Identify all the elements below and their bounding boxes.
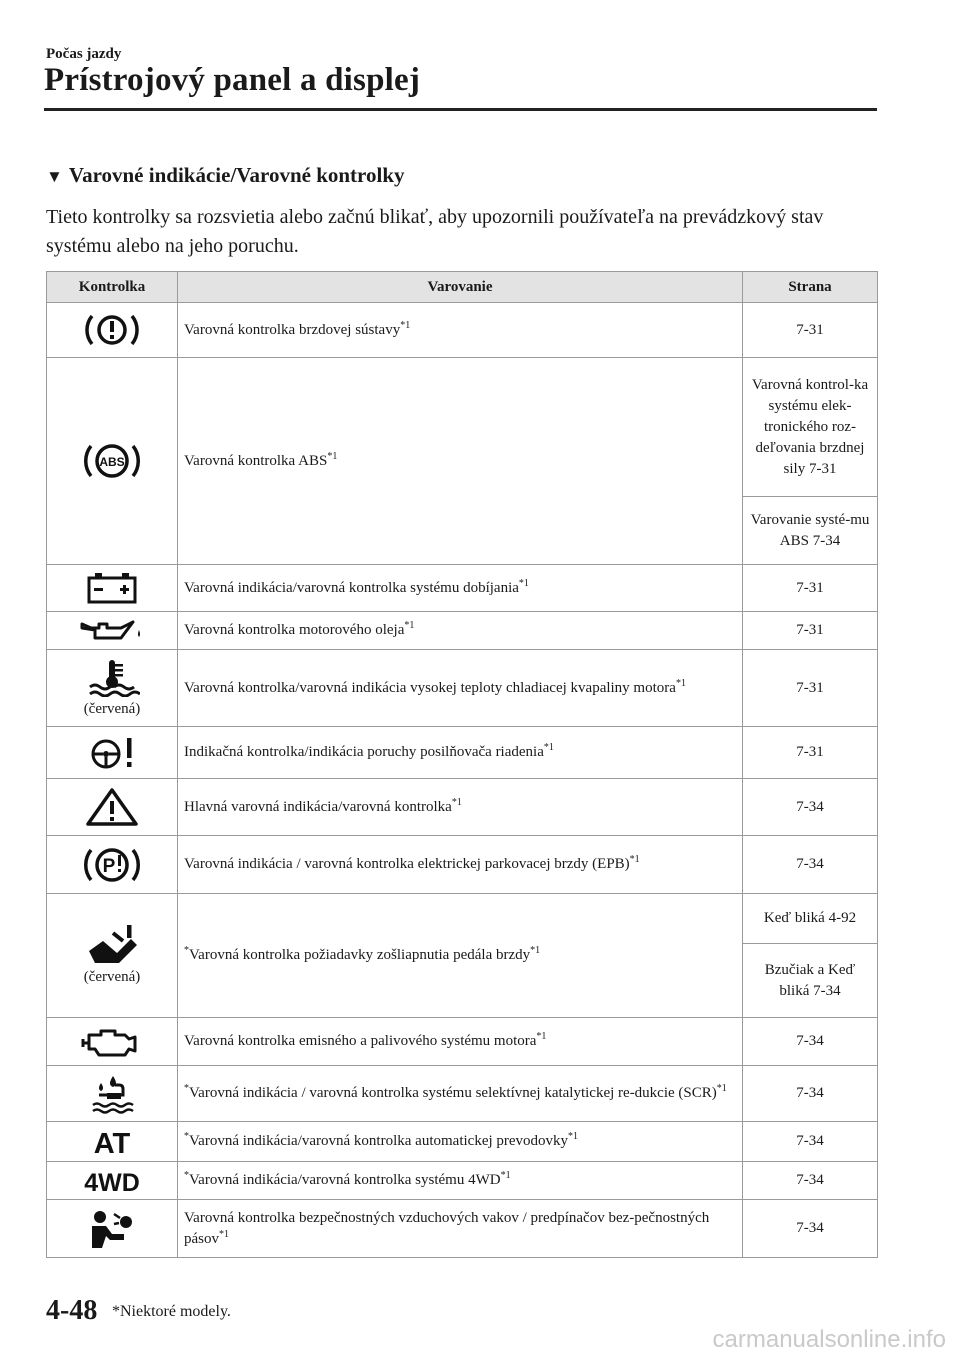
table-header-row	[47, 272, 878, 303]
triangle-bullet-icon: ▼	[46, 167, 63, 186]
warning-text: Varovná kontrolka emisného a palivového systému motora$^{*1}$	[178, 1018, 743, 1066]
page-ref: Bzučiak a Keď bliká 7-34	[743, 944, 878, 1018]
table-row	[47, 1200, 878, 1258]
page-ref: 7-34	[743, 1200, 878, 1258]
icon-caption: (červená)	[83, 969, 141, 985]
subheading-text: Varovné indikácie/Varovné kontrolky	[68, 163, 405, 187]
table-row	[47, 612, 878, 650]
table-row	[47, 1162, 878, 1200]
page-ref: 7-31	[743, 303, 878, 358]
warning-text: *Varovná indikácia/varovná kontrolka automatickej prevodovky$^{*1}$	[178, 1122, 743, 1162]
warning-text: Varovná indikácia/varovná kontrolka systému dobíjania$^{*1}$	[178, 565, 743, 612]
brake-warning-icon	[47, 303, 178, 358]
table-row	[47, 779, 878, 836]
page-ref: Varovanie systé-mu ABS 7-34	[743, 497, 878, 565]
page-ref: 7-34	[743, 836, 878, 894]
page-ref: 7-34	[743, 1018, 878, 1066]
table-row	[47, 1066, 878, 1122]
table-row	[47, 303, 878, 358]
col-header-strana: Strana	[743, 272, 878, 303]
warning-text: *Varovná indikácia/varovná kontrolka systému 4WD$^{*1}$	[178, 1162, 743, 1200]
coolant-temperature-icon	[47, 650, 178, 727]
col-header-kontrolka: Kontrolka	[47, 272, 178, 303]
abs-warning-icon	[47, 358, 178, 565]
page-ref: Keď bliká 4-92	[743, 894, 878, 944]
table-row	[47, 358, 878, 497]
warning-text: Varovná kontrolka/varovná indikácia vysokej teploty chladiacej kvapaliny motora$^{*1}$	[178, 650, 743, 727]
page-title: Prístrojový panel a displej	[44, 62, 421, 98]
table-row	[47, 727, 878, 779]
table-row	[47, 894, 878, 944]
warning-text: *Varovná indikácia / varovná kontrolka systému selektívnej katalytickej re-dukcie (SCR)$^{*1}$	[178, 1066, 743, 1122]
icon-caption: (červená)	[83, 700, 141, 717]
warning-text: Varovná indikácia / varovná kontrolka elektrickej parkovacej brzdy (EPB)$^{*1}$	[178, 836, 743, 894]
page-ref: 7-34	[743, 1122, 878, 1162]
page-ref: 7-31	[743, 612, 878, 650]
watermark: carmanualsonline.info	[712, 1326, 946, 1353]
table-row	[47, 1018, 878, 1066]
col-header-varovanie: Varovanie	[178, 272, 743, 303]
page-ref: 7-34	[743, 1162, 878, 1200]
brake-pedal-icon	[47, 894, 178, 1018]
oil-can-icon	[47, 612, 178, 650]
table-row	[47, 1122, 878, 1162]
page-ref: 7-31	[743, 650, 878, 727]
epb-icon	[47, 836, 178, 894]
table-row	[47, 836, 878, 894]
svg-text:ABS: ABS	[99, 455, 125, 469]
4wd-icon	[47, 1162, 178, 1200]
page-ref: 7-31	[743, 727, 878, 779]
svg-text:4WD: 4WD	[84, 1168, 140, 1194]
warning-table	[46, 271, 878, 1258]
power-steering-icon	[47, 727, 178, 779]
airbag-icon	[47, 1200, 178, 1258]
check-engine-icon	[47, 1018, 178, 1066]
page-number: 4-48	[46, 1295, 98, 1326]
page-ref: 7-34	[743, 1066, 878, 1122]
page-ref: 7-31	[743, 565, 878, 612]
warning-text: *Varovná kontrolka požiadavky zošliapnutia pedála brzdy$^{*1}$	[178, 894, 743, 1018]
warning-text: Varovná kontrolka bezpečnostných vzduchových vakov / predpínačov bez-pečnostných pásov$^{*1}$	[178, 1200, 743, 1258]
master-warning-icon	[47, 779, 178, 836]
warning-text: Indikačná kontrolka/indikácia poruchy posilňovača riadenia$^{*1}$	[178, 727, 743, 779]
intro-paragraph: Tieto kontrolky sa rozsvietia alebo začnú blikať, aby upozornili používateľa na prevádzkový stav systému alebo na jeho poruchu.	[46, 206, 824, 257]
subheading	[46, 163, 405, 188]
svg-text:P: P	[102, 855, 116, 877]
svg-text:AT: AT	[93, 1127, 131, 1156]
warning-text: Varovná kontrolka motorového oleja$^{*1}$	[178, 612, 743, 650]
at-icon	[47, 1122, 178, 1162]
page-ref: Varovná kontrol-ka systému elek-tronického roz-deľovania brzdnej sily 7-31	[743, 358, 878, 497]
table-row	[47, 565, 878, 612]
warning-text: Varovná kontrolka brzdovej sústavy$^{*1}$	[178, 303, 743, 358]
battery-icon	[47, 565, 178, 612]
section-label: Počas jazdy	[46, 46, 122, 62]
scr-icon	[47, 1066, 178, 1122]
footnote: *Niektoré modely.	[112, 1303, 231, 1320]
warning-text: Hlavná varovná indikácia/varovná kontrolka$^{*1}$	[178, 779, 743, 836]
page-ref: 7-34	[743, 779, 878, 836]
warning-text: Varovná kontrolka ABS$^{*1}$	[178, 358, 743, 565]
title-rule	[44, 108, 877, 111]
table-row	[47, 650, 878, 727]
